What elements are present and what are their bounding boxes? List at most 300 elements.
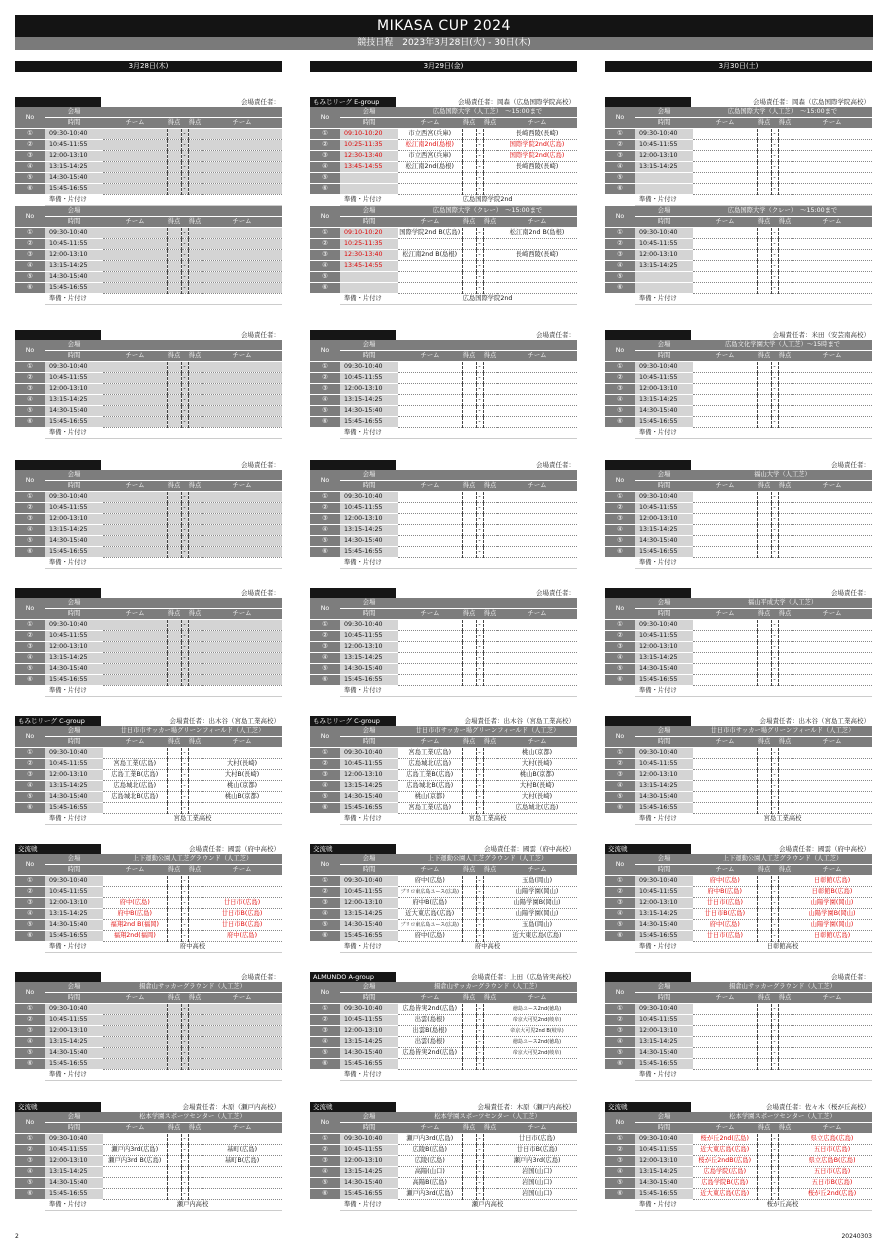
score-dash: - bbox=[181, 759, 188, 770]
match-row bbox=[310, 792, 577, 803]
prep-label: 準備・片付け bbox=[45, 428, 103, 439]
home-score bbox=[757, 642, 771, 653]
score-dash: - bbox=[476, 162, 483, 173]
match-time: 09:30-10:40 bbox=[45, 748, 103, 759]
home-score bbox=[462, 909, 476, 920]
match-number: ③ bbox=[310, 642, 340, 653]
venue-block bbox=[605, 330, 872, 446]
score-header: 得点 bbox=[757, 118, 771, 129]
home-team: 広島皆実2nd(広島) bbox=[398, 1004, 462, 1015]
match-table bbox=[15, 206, 282, 305]
away-team bbox=[792, 373, 872, 384]
no-header: No bbox=[310, 982, 340, 1004]
match-number: ④ bbox=[605, 781, 635, 792]
match-number: ② bbox=[605, 631, 635, 642]
away-score bbox=[778, 748, 792, 759]
home-score bbox=[757, 664, 771, 675]
match-time: 12:00-13:10 bbox=[340, 514, 398, 525]
away-team bbox=[792, 547, 872, 558]
no-header: No bbox=[605, 470, 635, 492]
home-team bbox=[103, 492, 167, 503]
home-team bbox=[103, 261, 167, 272]
match-number: ③ bbox=[310, 514, 340, 525]
time-header: 時間 bbox=[635, 351, 693, 362]
league-tag bbox=[310, 330, 396, 340]
home-score bbox=[757, 1134, 771, 1145]
time-header: 時間 bbox=[635, 865, 693, 876]
match-row bbox=[15, 272, 282, 283]
score-dash: - bbox=[771, 1026, 778, 1037]
time-header: 時間 bbox=[340, 993, 398, 1004]
score-dash: - bbox=[476, 272, 483, 283]
league-tag bbox=[310, 460, 396, 470]
match-row bbox=[15, 283, 282, 294]
home-team bbox=[103, 162, 167, 173]
match-row bbox=[15, 1059, 282, 1070]
away-score bbox=[778, 140, 792, 151]
score-dash: - bbox=[181, 1145, 188, 1156]
home-team bbox=[693, 261, 757, 272]
home-score bbox=[462, 1059, 476, 1070]
away-team: 日彰館(広島) bbox=[792, 931, 872, 942]
venue-block bbox=[310, 844, 577, 960]
match-time: 13:15-14:25 bbox=[635, 909, 693, 920]
score-dash: - bbox=[476, 653, 483, 664]
match-table bbox=[15, 340, 282, 439]
match-table bbox=[15, 598, 282, 697]
match-table bbox=[15, 1112, 282, 1211]
match-row bbox=[310, 162, 577, 173]
score-dash: - bbox=[771, 162, 778, 173]
home-team bbox=[398, 664, 462, 675]
match-number: ② bbox=[605, 759, 635, 770]
away-score bbox=[483, 642, 497, 653]
time-header: 時間 bbox=[45, 993, 103, 1004]
away-team bbox=[202, 1026, 282, 1037]
match-number: ④ bbox=[310, 1167, 340, 1178]
home-score bbox=[167, 272, 181, 283]
score-dash: - bbox=[476, 1015, 483, 1026]
match-time bbox=[635, 272, 693, 283]
score-dash: - bbox=[476, 1178, 483, 1189]
match-row bbox=[605, 770, 872, 781]
venue-label: 会場 bbox=[340, 340, 398, 351]
home-score bbox=[167, 239, 181, 250]
score-header: 得点 bbox=[778, 993, 792, 1004]
prep-row bbox=[15, 942, 282, 953]
match-row bbox=[310, 547, 577, 558]
match-row bbox=[310, 653, 577, 664]
away-team bbox=[202, 151, 282, 162]
match-number: ⑤ bbox=[605, 272, 635, 283]
match-row bbox=[605, 1145, 872, 1156]
match-row bbox=[310, 1004, 577, 1015]
away-score bbox=[778, 1037, 792, 1048]
away-score bbox=[188, 492, 202, 503]
score-header: 得点 bbox=[778, 118, 792, 129]
match-row bbox=[15, 395, 282, 406]
away-score bbox=[483, 492, 497, 503]
home-score bbox=[462, 803, 476, 814]
home-score bbox=[757, 362, 771, 373]
match-row bbox=[605, 898, 872, 909]
score-dash: - bbox=[771, 140, 778, 151]
league-tag bbox=[15, 460, 101, 470]
venue-block bbox=[605, 588, 872, 704]
home-team bbox=[103, 803, 167, 814]
league-tag bbox=[605, 972, 691, 982]
match-time: 12:00-13:10 bbox=[340, 1156, 398, 1167]
home-score bbox=[462, 1167, 476, 1178]
match-time: 14:30-15:40 bbox=[635, 920, 693, 931]
score-dash: - bbox=[476, 620, 483, 631]
venue-manager: 会場責任者：出木谷（宮島工業高校） bbox=[759, 717, 870, 725]
no-header: No bbox=[605, 598, 635, 620]
venue-manager: 会場責任者：木原（瀬戸内高校） bbox=[182, 1103, 280, 1111]
venue-manager: 会場責任者： bbox=[241, 973, 280, 981]
match-time: 13:15-14:25 bbox=[45, 1167, 103, 1178]
prep-label: 準備・片付け bbox=[635, 686, 693, 697]
home-team bbox=[693, 664, 757, 675]
away-team bbox=[792, 129, 872, 140]
match-table bbox=[15, 470, 282, 569]
away-score bbox=[778, 792, 792, 803]
prep-team bbox=[693, 1070, 872, 1081]
day-header-2: 3月29日(金) bbox=[310, 61, 577, 72]
match-number: ② bbox=[15, 887, 45, 898]
away-score bbox=[778, 620, 792, 631]
match-table bbox=[605, 1112, 872, 1211]
home-team bbox=[693, 631, 757, 642]
away-score bbox=[778, 759, 792, 770]
match-number: ⑥ bbox=[605, 417, 635, 428]
venue-name bbox=[398, 470, 577, 481]
away-team bbox=[202, 675, 282, 686]
match-time: 15:45-16:55 bbox=[45, 417, 103, 428]
score-header: 得点 bbox=[188, 1123, 202, 1134]
prep-team: 桜が丘高校 bbox=[693, 1200, 872, 1211]
away-team: 帝京大可児2nd B(岐阜) bbox=[497, 1026, 577, 1037]
match-time bbox=[635, 184, 693, 195]
score-header: 得点 bbox=[462, 217, 476, 228]
match-number: ① bbox=[605, 492, 635, 503]
home-team: 広島皆実2nd(広島) bbox=[398, 1048, 462, 1059]
away-score bbox=[778, 492, 792, 503]
prep-row bbox=[605, 195, 872, 206]
home-score bbox=[462, 1004, 476, 1015]
away-score bbox=[483, 1037, 497, 1048]
prep-row bbox=[605, 814, 872, 825]
away-team: 玉島(岡山) bbox=[497, 920, 577, 931]
match-number: ④ bbox=[15, 395, 45, 406]
score-dash: - bbox=[771, 239, 778, 250]
match-number: ① bbox=[310, 362, 340, 373]
prep-label: 準備・片付け bbox=[45, 294, 103, 305]
match-time: 14:30-15:40 bbox=[635, 1178, 693, 1189]
away-score bbox=[778, 1167, 792, 1178]
match-number: ① bbox=[310, 1004, 340, 1015]
prep-row bbox=[15, 428, 282, 439]
league-tag: 交流戦 bbox=[605, 844, 691, 854]
match-row bbox=[310, 920, 577, 931]
away-score bbox=[778, 770, 792, 781]
match-number: ③ bbox=[15, 384, 45, 395]
prep-row bbox=[15, 294, 282, 305]
prep-row bbox=[310, 814, 577, 825]
away-team: 山陽学園(岡山) bbox=[792, 920, 872, 931]
match-row bbox=[15, 803, 282, 814]
away-team bbox=[202, 162, 282, 173]
home-team bbox=[693, 384, 757, 395]
time-header: 時間 bbox=[340, 1123, 398, 1134]
away-team bbox=[202, 748, 282, 759]
match-row bbox=[310, 631, 577, 642]
score-header: 得点 bbox=[167, 737, 181, 748]
score-dash: - bbox=[476, 250, 483, 261]
no-header: No bbox=[310, 107, 340, 129]
league-tag: ALMUNDO A-group bbox=[310, 972, 396, 982]
match-row bbox=[15, 525, 282, 536]
venue-label: 会場 bbox=[45, 598, 103, 609]
team-header: チーム bbox=[103, 737, 167, 748]
score-dash: - bbox=[771, 653, 778, 664]
home-team: 府中B(広島) bbox=[398, 898, 462, 909]
away-team: 桃山(京都) bbox=[202, 781, 282, 792]
home-team bbox=[693, 792, 757, 803]
away-score bbox=[188, 792, 202, 803]
away-team bbox=[202, 803, 282, 814]
away-team bbox=[792, 748, 872, 759]
venue-block bbox=[605, 716, 872, 832]
match-row bbox=[310, 272, 577, 283]
away-team: 岩国(山口) bbox=[497, 1167, 577, 1178]
score-dash: - bbox=[476, 876, 483, 887]
match-row bbox=[15, 1156, 282, 1167]
match-row bbox=[310, 1178, 577, 1189]
home-score bbox=[167, 492, 181, 503]
away-score bbox=[483, 514, 497, 525]
home-team: 府中B(広島) bbox=[693, 887, 757, 898]
home-team bbox=[693, 417, 757, 428]
match-number: ⑥ bbox=[310, 931, 340, 942]
time-header: 時間 bbox=[635, 1123, 693, 1134]
away-score bbox=[483, 620, 497, 631]
score-dash: - bbox=[476, 373, 483, 384]
home-team: 桃山(京都) bbox=[398, 792, 462, 803]
match-time: 09:30-10:40 bbox=[45, 492, 103, 503]
score-dash: - bbox=[771, 250, 778, 261]
score-dash: - bbox=[771, 664, 778, 675]
match-row bbox=[310, 503, 577, 514]
match-row bbox=[310, 384, 577, 395]
score-dash: - bbox=[181, 173, 188, 184]
team-header: チーム bbox=[398, 993, 462, 1004]
home-team bbox=[693, 162, 757, 173]
score-dash: - bbox=[476, 642, 483, 653]
home-score bbox=[757, 547, 771, 558]
home-team: 出雲B(島根) bbox=[398, 1026, 462, 1037]
away-team: 桃山B(京都) bbox=[497, 770, 577, 781]
match-time: 12:00-13:10 bbox=[340, 770, 398, 781]
match-time: 10:45-11:55 bbox=[340, 503, 398, 514]
home-team bbox=[103, 395, 167, 406]
score-header: 得点 bbox=[757, 865, 771, 876]
match-time: 14:30-15:40 bbox=[340, 536, 398, 547]
prep-row bbox=[605, 686, 872, 697]
home-team bbox=[693, 770, 757, 781]
score-dash: - bbox=[476, 547, 483, 558]
prep-team bbox=[103, 1070, 282, 1081]
match-number: ⑤ bbox=[605, 1048, 635, 1059]
prep-team: 宮島工業高校 bbox=[693, 814, 872, 825]
score-dash: - bbox=[476, 525, 483, 536]
match-table bbox=[605, 107, 872, 206]
match-time: 14:30-15:40 bbox=[45, 1048, 103, 1059]
venue-manager: 会場責任者： bbox=[831, 461, 870, 469]
match-table bbox=[310, 598, 577, 697]
match-number: ⑤ bbox=[605, 792, 635, 803]
score-dash: - bbox=[181, 503, 188, 514]
match-time: 13:15-14:25 bbox=[45, 653, 103, 664]
away-team bbox=[497, 675, 577, 686]
venue-manager: 会場責任者：國雲（府中高校） bbox=[484, 845, 575, 853]
away-score bbox=[483, 1156, 497, 1167]
home-team bbox=[693, 228, 757, 239]
away-team bbox=[497, 283, 577, 294]
home-score bbox=[167, 261, 181, 272]
away-team: 日彰館B(広島) bbox=[792, 887, 872, 898]
home-team bbox=[693, 239, 757, 250]
home-score bbox=[167, 129, 181, 140]
team-header: チーム bbox=[497, 609, 577, 620]
away-score bbox=[483, 173, 497, 184]
match-row bbox=[15, 642, 282, 653]
match-row bbox=[605, 129, 872, 140]
match-time: 15:45-16:55 bbox=[635, 1189, 693, 1200]
score-header: 得点 bbox=[483, 217, 497, 228]
prep-label: 準備・片付け bbox=[635, 294, 693, 305]
match-row bbox=[605, 653, 872, 664]
score-dash: - bbox=[476, 536, 483, 547]
home-score bbox=[462, 184, 476, 195]
match-row bbox=[310, 406, 577, 417]
match-number: ② bbox=[310, 1015, 340, 1026]
venue-name: 揚倉山サッカーグラウンド（人工芝） bbox=[103, 982, 282, 993]
away-score bbox=[188, 1037, 202, 1048]
venue-name bbox=[398, 340, 577, 351]
away-team bbox=[202, 876, 282, 887]
away-score bbox=[483, 876, 497, 887]
away-team bbox=[202, 184, 282, 195]
score-header: 得点 bbox=[757, 217, 771, 228]
score-dash: - bbox=[181, 514, 188, 525]
match-time: 09:30-10:40 bbox=[340, 620, 398, 631]
match-number: ⑤ bbox=[15, 406, 45, 417]
venue-name: 広島国際大学（クレー） ～15:00まで bbox=[398, 206, 577, 217]
score-dash: - bbox=[476, 514, 483, 525]
score-dash: - bbox=[771, 1178, 778, 1189]
away-team: 大村(長崎) bbox=[202, 759, 282, 770]
prep-label: 準備・片付け bbox=[635, 428, 693, 439]
match-time: 09:30-10:40 bbox=[45, 129, 103, 140]
away-score bbox=[188, 239, 202, 250]
score-header: 得点 bbox=[757, 351, 771, 362]
match-time: 14:30-15:40 bbox=[635, 664, 693, 675]
away-score bbox=[483, 1015, 497, 1026]
score-dash: - bbox=[181, 261, 188, 272]
match-table bbox=[15, 982, 282, 1081]
match-time: 12:00-13:10 bbox=[340, 642, 398, 653]
score-dash: - bbox=[476, 395, 483, 406]
match-number: ⑤ bbox=[310, 536, 340, 547]
home-score bbox=[462, 1189, 476, 1200]
score-dash: - bbox=[771, 920, 778, 931]
home-score bbox=[757, 151, 771, 162]
score-dash: - bbox=[476, 675, 483, 686]
away-score bbox=[483, 503, 497, 514]
match-row bbox=[310, 1026, 577, 1037]
home-score bbox=[462, 1145, 476, 1156]
match-number: ③ bbox=[15, 770, 45, 781]
match-time: 13:15-14:25 bbox=[635, 653, 693, 664]
home-team bbox=[398, 492, 462, 503]
match-row bbox=[310, 1059, 577, 1070]
team-header: チーム bbox=[103, 993, 167, 1004]
score-dash: - bbox=[771, 642, 778, 653]
match-number: ③ bbox=[605, 642, 635, 653]
home-score bbox=[167, 503, 181, 514]
home-team bbox=[398, 503, 462, 514]
home-score bbox=[462, 362, 476, 373]
home-score bbox=[167, 525, 181, 536]
home-team bbox=[398, 642, 462, 653]
away-team bbox=[792, 162, 872, 173]
home-team bbox=[693, 1037, 757, 1048]
match-number: ⑥ bbox=[310, 1189, 340, 1200]
match-time: 09:30-10:40 bbox=[45, 1004, 103, 1015]
match-row bbox=[605, 759, 872, 770]
match-row bbox=[605, 184, 872, 195]
match-number: ③ bbox=[605, 770, 635, 781]
prep-team bbox=[693, 428, 872, 439]
home-score bbox=[167, 417, 181, 428]
score-dash: - bbox=[476, 664, 483, 675]
home-team bbox=[103, 887, 167, 898]
match-number: ③ bbox=[605, 898, 635, 909]
venue-name bbox=[398, 598, 577, 609]
match-row bbox=[15, 1167, 282, 1178]
no-header: No bbox=[15, 340, 45, 362]
match-number: ③ bbox=[310, 384, 340, 395]
away-score bbox=[483, 781, 497, 792]
match-number: ② bbox=[15, 1145, 45, 1156]
home-team bbox=[103, 620, 167, 631]
away-score bbox=[778, 898, 792, 909]
match-row bbox=[15, 162, 282, 173]
match-number: ① bbox=[15, 129, 45, 140]
away-team: 県立広島(広島) bbox=[792, 1134, 872, 1145]
match-row bbox=[310, 492, 577, 503]
match-number: ② bbox=[310, 759, 340, 770]
match-number: ⑥ bbox=[310, 547, 340, 558]
match-row bbox=[15, 1026, 282, 1037]
no-header: No bbox=[605, 340, 635, 362]
league-tag: 交流戦 bbox=[15, 844, 101, 854]
match-time: 10:45-11:55 bbox=[340, 373, 398, 384]
match-time: 15:45-16:55 bbox=[340, 675, 398, 686]
match-number: ① bbox=[15, 620, 45, 631]
away-score bbox=[483, 547, 497, 558]
